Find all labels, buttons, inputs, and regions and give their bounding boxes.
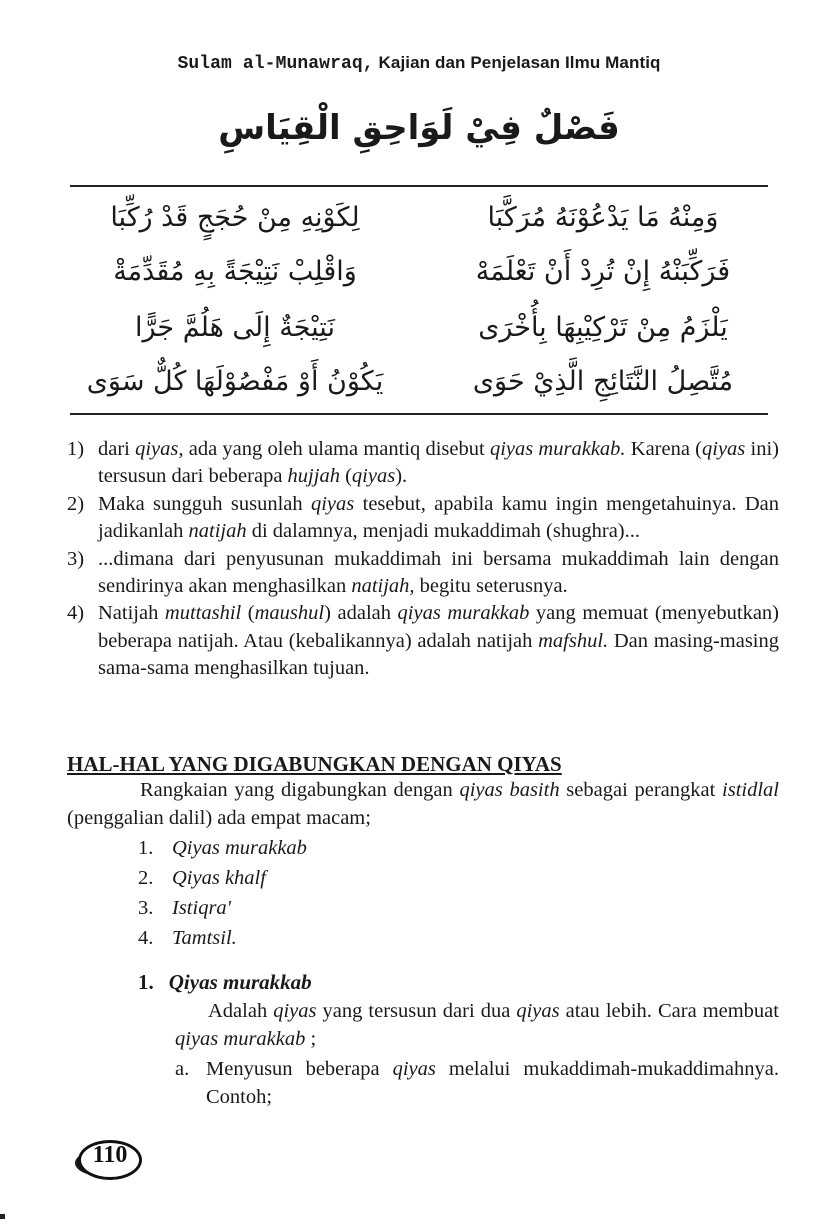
item-number: 4) [67, 602, 85, 625]
verse-hemistich-right: يَلْزَمُ مِنْ تَرْكِيْبِهَا بِأُخْرَى [478, 312, 728, 343]
item-text [98, 436, 779, 491]
text-run: Dan masing-masing sama-sama menghasilkan tujuan. [98, 629, 779, 680]
italic-term: qiyas murakkab [397, 602, 530, 625]
italic-term: natijah, [351, 575, 415, 598]
italic-term: maushul [254, 602, 325, 625]
list-item [138, 863, 307, 893]
text-run: ( [241, 602, 255, 625]
text-run: ) adalah [324, 602, 398, 625]
list-label: Tamtsil. [172, 927, 237, 949]
verse-box [70, 185, 768, 415]
italic-term: qiyas basith [459, 779, 560, 801]
italic-term: qiyas [351, 465, 396, 488]
subsection-heading [138, 970, 312, 995]
italic-term: qiyas murakkab. [489, 438, 626, 460]
italic-term: muttashil [164, 602, 242, 625]
running-header [0, 52, 838, 74]
sub-item-label: a. [175, 1058, 190, 1080]
list-number: 2. [138, 867, 154, 889]
list-item [67, 546, 779, 601]
verse-row [70, 303, 768, 353]
verse-row [70, 247, 768, 297]
italic-term: qiyas [516, 1000, 560, 1022]
sub-item-a [175, 1056, 779, 1111]
list-number: 3. [138, 897, 154, 919]
italic-term: natijah [188, 520, 247, 543]
list-label: Qiyas murakkab [172, 837, 307, 859]
item-text [98, 600, 779, 682]
verse-hemistich-left: وَاقْلِبْ نَتِيْجَةً بِهِ مُقَدِّمَةْ [113, 256, 357, 287]
header-book-title: Sulam al-Munawraq, [177, 54, 374, 74]
italic-term: mafshul. [538, 629, 609, 652]
item-text [98, 546, 779, 601]
verse-row [70, 357, 768, 407]
italic-term: hujjah [287, 465, 340, 488]
text-run: ini) tersusun dari beberapa [98, 438, 779, 488]
text-run: sebagai perangkat [559, 779, 723, 801]
margin-mark [0, 1214, 5, 1219]
text-run: begitu seterusnya. [414, 575, 568, 598]
text-run: ; [305, 1027, 317, 1050]
text-run: Maka sungguh susunlah [98, 492, 311, 515]
verse-row [70, 193, 768, 243]
text-run: tesebut, apabila kamu ingin mengetahuinya. Dan jadikanlah [98, 492, 779, 543]
italic-term: qiyas [310, 492, 355, 515]
text-run: Rangkaian yang digabungkan dengan [140, 779, 460, 801]
list-label: Istiqra' [172, 897, 232, 919]
list-label: Qiyas khalf [172, 867, 266, 889]
text-run: Natijah [98, 602, 165, 625]
item-number: 2) [67, 492, 85, 515]
text-run: (penggalian dalil) ada empat macam; [67, 806, 371, 829]
list-item [138, 923, 307, 953]
text-run: Karena ( [625, 438, 703, 460]
text-run: Adalah [208, 1000, 274, 1022]
page-number-badge [78, 1140, 138, 1176]
sub-item-text [206, 1056, 779, 1111]
verse-hemistich-left: لِكَوْنِهِ مِنْ حُجَجٍ قَدْ رُكِّبَا [110, 202, 360, 233]
item-number: 1) [67, 438, 85, 460]
text-run: atau lebih. Cara membuat [559, 1000, 779, 1022]
item-text [98, 491, 779, 546]
text-run: Menyusun beberapa [206, 1058, 393, 1080]
text-run: dari [98, 438, 136, 460]
italic-term: qiyas [702, 438, 746, 460]
italic-term: qiyas [273, 1000, 317, 1022]
section-subheading: HAL-HAL YANG DIGABUNGKAN DENGAN QIYAS [67, 752, 562, 776]
text-run: yang memuat (menyebutkan) beberapa natijah. Atau (kebalikannya) adalah natijah [98, 602, 779, 652]
italic-term: qiyas [392, 1058, 436, 1080]
intro-paragraph [67, 777, 779, 832]
subsection-paragraph [175, 998, 779, 1053]
verse-hemistich-left: يَكُوْنُ أَوْ مَفْصُوْلَهَا كُلٌّ سَوَى [86, 366, 384, 397]
text-run: ...dimana dari penyusunan mukaddimah ini bersama mukaddimah lain dengan sendirinya akan menghasilkan [98, 547, 779, 598]
header-subtitle: Kajian dan Penjelasan Ilmu Mantiq [378, 53, 661, 72]
text-run: ). [395, 465, 408, 488]
numbered-translation-list [67, 436, 779, 683]
verse-hemistich-right: مُتَّصِلُ النَّتَائِجِ الَّذِيْ حَوَى [472, 366, 734, 397]
list-item [67, 491, 779, 546]
verse-hemistich-right: وَمِنْهُ مَا يَدْعُوْنَهُ مُرَكَّبَا [487, 202, 719, 233]
list-item [138, 833, 307, 863]
text-run: yang tersusun dari dua [316, 1000, 517, 1022]
list-number: 4. [138, 927, 154, 949]
list-item [67, 600, 779, 682]
italic-term: istidlal [722, 779, 779, 801]
verse-hemistich-left: نَتِيْجَةٌ إِلَى هَلُمَّ جَرًّا [135, 312, 335, 343]
section-title-arabic: فَصْلٌ فِيْ لَوَاحِقِ الْقِيَاسِ [218, 108, 620, 148]
subsection-number: 1. [138, 970, 154, 994]
text-run: melalui mukaddimah-mukaddimahnya. Contoh; [206, 1058, 779, 1108]
method-list [138, 833, 307, 953]
subsection-title: Qiyas murakkab [168, 970, 312, 994]
list-item [67, 436, 779, 491]
page-number: 110 [92, 1142, 128, 1168]
verse-hemistich-right: فَرَكِّبَنْهُ إِنْ تُرِدْ أَنْ تَعْلَمَهْ [475, 256, 731, 287]
list-item [138, 893, 307, 923]
italic-term: qiyas murakkab [175, 1027, 306, 1050]
text-run: ( [339, 465, 352, 488]
italic-term: qiyas, [135, 438, 184, 460]
text-run: ada yang oleh ulama mantiq disebut [183, 438, 490, 460]
text-run: di dalamnya, menjadi mukaddimah (shughra)... [246, 520, 640, 543]
item-number: 3) [67, 547, 85, 570]
list-number: 1. [138, 837, 154, 859]
